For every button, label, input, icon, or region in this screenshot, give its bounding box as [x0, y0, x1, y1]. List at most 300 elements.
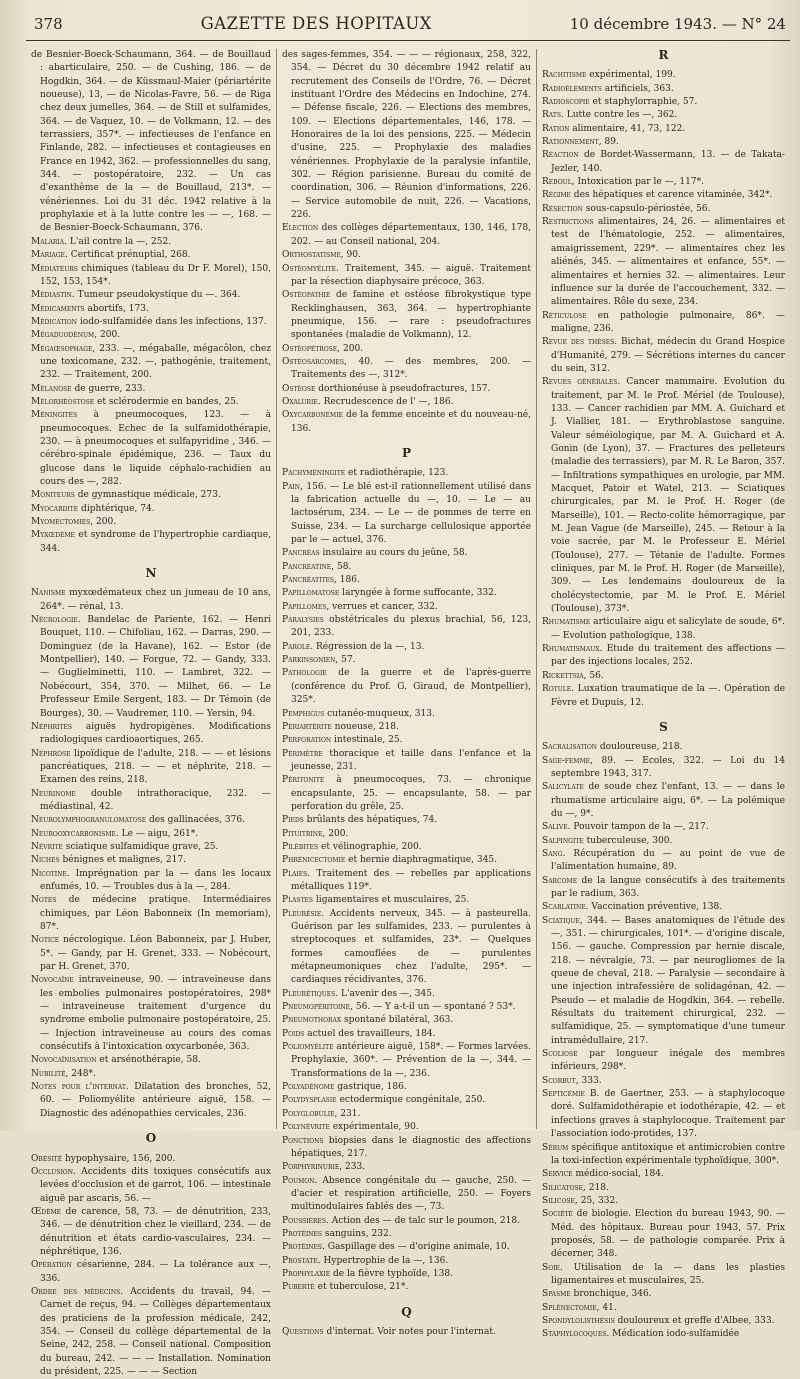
- index-entry: [542, 1075, 785, 1088]
- entry-heading: Spasme: [542, 1289, 571, 1300]
- entry-heading: Questions: [282, 1326, 324, 1337]
- entry-heading: Parole.: [282, 641, 314, 652]
- index-entry: [31, 814, 271, 827]
- entry-text: de médecine pratique. Intermédiaires chimiques, par Léon Babonneix (In memoriam), 87*.: [40, 895, 271, 932]
- entry-heading: Périmètre: [282, 748, 323, 759]
- entry-text: de la guerre et de l'après-guerre (conférence du Prof. G. Giraud, de Montpellier), 325*.: [291, 668, 531, 706]
- entry-heading: Résection: [542, 203, 583, 214]
- index-entry: [282, 222, 531, 249]
- entry-heading: Réticulose: [542, 310, 587, 321]
- index-entry: [31, 1206, 271, 1259]
- entry-heading: Pemphigus: [282, 708, 325, 719]
- index-entry: [282, 721, 531, 734]
- entry-heading: Poids: [282, 1028, 305, 1039]
- index-entry: [282, 1041, 531, 1081]
- index-entry: [542, 83, 785, 96]
- index-entry: [282, 614, 531, 641]
- entry-text: artificiels, 363.: [604, 83, 674, 94]
- index-entry: [282, 1014, 531, 1027]
- index-entry: [282, 356, 531, 383]
- entry-heading: Myxœdème: [31, 530, 75, 541]
- entry-text: 344. — Bases anatomiques de l'étude des —, 351. — chirurgicales, 101*. — d'origine discale, 156. — gauche. Compression par hernie discale, 218. — névralgie, 73. — par neurogliomes de la queue de cheval, 218. — Paralysie — secondaire à une injection intrafessière de solidagénan, 42. — Pseudo — et maladie de Hogdkin, 364. — rebelle. Résultats du traitement chirurgical, 232. — sulfamidique, 25. — symptomatique d'une tumeur intramédullaire, 217.: [551, 915, 785, 1046]
- entry-heading: Ostéopétrose,: [282, 343, 341, 354]
- index-column-1: [26, 49, 276, 1377]
- entry-text: 233. —, mégaballe, mégacôlon, chez une toxicomane, 232. —, pathogénie, traitement, 232. — Traitement, 200.: [40, 343, 271, 381]
- index-entry: [31, 854, 271, 867]
- index-entry: [542, 755, 785, 782]
- index-entry: [542, 123, 785, 136]
- index-entry: [542, 1288, 785, 1301]
- entry-text: des hépatiques et carence vitaminée, 342*.: [573, 190, 773, 201]
- index-entry: [542, 683, 785, 710]
- index-entry: [282, 481, 531, 548]
- entry-text: 200.: [342, 343, 364, 354]
- entry-heading: Scorbut,: [542, 1075, 579, 1086]
- index-entry: [31, 236, 271, 249]
- entry-text: douloureux et greffe d'Albee, 333.: [617, 1315, 775, 1326]
- index-entry: [31, 828, 271, 841]
- index-entry: [282, 263, 531, 290]
- entry-text: 333.: [581, 1075, 602, 1086]
- entry-text: brûlants des hépatiques, 74.: [306, 815, 438, 826]
- entry-heading: Spondylolisthésis: [542, 1315, 615, 1326]
- entry-heading: Pancréatine,: [282, 561, 335, 572]
- index-entry: [282, 1081, 531, 1094]
- entry-text: Récupération du — au point de vue de l'alimentation humaine, 89.: [551, 848, 785, 873]
- entry-text: L'avenir des —, 345.: [341, 988, 435, 999]
- entry-text: Luxation traumatique de la —. Opération de Fèvre et Dupuis, 12.: [551, 684, 785, 708]
- entry-heading: Ostéosarcomes,: [282, 356, 347, 367]
- index-entry: [542, 136, 785, 149]
- entry-heading: Médicaments: [31, 303, 85, 314]
- entry-text: 186.: [339, 575, 360, 586]
- entry-heading: Ordre des médecins.: [31, 1286, 124, 1297]
- entry-heading: Ostéose: [282, 383, 316, 394]
- entry-text: douloureuse, 218.: [599, 742, 683, 753]
- entry-text: Action des — de talc sur le poumon, 218.: [331, 1215, 521, 1226]
- index-entry: [31, 1286, 271, 1379]
- entry-heading: Pancréas: [282, 548, 320, 559]
- entry-text: Certificat prénuptial, 268.: [70, 250, 191, 261]
- index-entry: [542, 616, 785, 643]
- entry-text: ectodermique congénitale, 250.: [339, 1095, 486, 1106]
- index-entry: [542, 1088, 785, 1141]
- entry-text: Le — aigu, 261*.: [121, 828, 199, 839]
- entry-heading: Pleurétiques.: [282, 988, 339, 999]
- entry-heading: Pilébites: [282, 841, 319, 852]
- index-entry: [542, 109, 785, 122]
- entry-text: 89. — Ecoles, 322. — Loi du 14 septembre 1943, 317.: [551, 755, 785, 779]
- index-entry: [542, 69, 785, 82]
- entry-heading: Pneumopéritoine,: [282, 1002, 353, 1013]
- index-entry: [31, 289, 271, 302]
- entry-heading: Staphylocoques.: [542, 1329, 610, 1340]
- index-entry: [282, 854, 531, 867]
- index-entry: [542, 96, 785, 109]
- entry-heading: Pituitrine,: [282, 828, 326, 839]
- index-entry: [31, 1081, 271, 1121]
- entry-heading: Ration: [542, 123, 570, 134]
- entry-text: Traitement, 345. — aiguë. Traitement par la résection diaphysaire précoce, 363.: [291, 263, 531, 287]
- entry-heading: Réaction: [542, 150, 579, 161]
- entry-heading: Salpingite: [542, 835, 584, 846]
- index-entry: [31, 249, 271, 262]
- entry-text: et tuberculose, 21*.: [317, 1282, 409, 1293]
- entry-text: laryngée à forme suffocante, 332.: [342, 588, 497, 599]
- entry-heading: Neurolymphogranulomatose: [31, 815, 147, 826]
- entry-heading: Polynévrite: [282, 1122, 330, 1133]
- entry-text: à pneumocoques, 73. — chronique encapsulante, 25. — encapsulante, 58. — par perforation du grêle, 25.: [291, 775, 531, 812]
- entry-heading: Pneumothorax: [282, 1015, 342, 1026]
- entry-text: 89.: [604, 137, 619, 148]
- index-entry: [542, 1315, 785, 1328]
- entry-heading: Médiastin.: [31, 290, 75, 301]
- entry-heading: Poussières.: [282, 1215, 329, 1226]
- index-entry: [282, 249, 531, 262]
- index-entry: [542, 901, 785, 914]
- entry-text: des sages-femmes, 354. — — — régionaux, 258, 322, 354. — Décret du 30 décembre 1942 relatif au recrutement des Conseils de l'Ordre, 76. — Décret instituant l'Ordre des Médecins en Indochine, 274. — Défense fiscale, 226. — Elections des membres, 109. — Elections départementales, 146, 178. — Honoraires de la loi des pensions, 225. — Médecin d'usine, 225. — Prophylaxie des maladies vénériennes. Prophylaxie de la paralysie infantile, 302. — Région parisienne. Bureau du comité de coordination, 306. — Réunion d'informations, 226. — Service automobile de nuit, 226. — Vacations, 226.: [282, 50, 531, 221]
- entry-text: expérimentale, 90.: [332, 1122, 419, 1133]
- index-entry: [282, 1215, 531, 1228]
- index-entry: [31, 587, 271, 614]
- entry-text: expérimental, 199.: [589, 70, 676, 81]
- entry-heading: Sarcome: [542, 875, 578, 886]
- entry-text: spontané bilatéral, 363.: [344, 1015, 454, 1026]
- index-entry: [282, 1241, 531, 1254]
- entry-text: intraveineuse, 90. — intraveineuse dans les embolies pulmonaires postopératoires, 298* — intraveineuse traitement d'urgence du syndrome embolie pulmonaire postopératoire, 25. — Injection intraveineuse au cours des comas consécutifs à l'intoxication oxycarbonée, 363.: [40, 975, 271, 1053]
- index-entry: [282, 908, 531, 988]
- entry-text: Médication iodo-sulfamidée: [612, 1329, 740, 1340]
- entry-heading: Revues générales.: [542, 377, 621, 388]
- entry-heading: Myocardite: [31, 503, 79, 514]
- entry-text: aiguës hydropigènes. Modifications radiologiques cardioaortiques, 265.: [40, 721, 271, 746]
- entry-text: Bandelac de Pariente, 162. — Henri Bouquet, 110. — Chifoliau, 162. — Darras, 290. — Dominguez (de la Havane), 162. — Estor (de Montpellier), 140. — Forgue, 72. — Gandy, 333. — Guglielminetti, 110. — Lambret, 322. — Nobécourt, 354, 370. — Milhet, 66. — Le Professeur Emile Sergent, 183. — Dr Témoin (de Bourges), 30. — Vaudremer, 110. — Yersin, 94.: [40, 615, 271, 719]
- entry-heading: Régime: [542, 190, 571, 201]
- entry-heading: Sacralisation: [542, 742, 597, 753]
- entry-text: des collèges départementaux, 130, 146, 178, 202. — au Conseil national, 204.: [291, 223, 531, 247]
- index-entry: [282, 988, 531, 1001]
- entry-text: à pneumocoques, 123. — à pneumocoques. Echec de la sulfamidothérapie, 230. — à pneumocoques et sulfapyridine , 346. — cérébro-spinale épidémique, 236. — Taux du glucose dans le liquide céphalo-rachidien au cours des —, 282.: [40, 410, 271, 487]
- entry-heading: Rhumatismaux.: [542, 644, 603, 655]
- entry-heading: Salicylate: [542, 782, 584, 793]
- index-column-3: [536, 48, 790, 1340]
- entry-heading: Malaria.: [31, 236, 68, 247]
- index-entry: [31, 343, 271, 383]
- index-entry: [31, 396, 271, 409]
- entry-text: médico-social, 184.: [575, 1169, 664, 1180]
- index-entry: [542, 376, 785, 616]
- entry-text: 218.: [588, 1182, 609, 1193]
- index-entry: [282, 1121, 531, 1134]
- entry-text: nécrologique. Léon Babonneix, par J. Huber, 5*. — Gandy, par H. Grenet, 333. — Nobécourt, par H. Grenet, 370.: [40, 935, 271, 973]
- index-entry: [542, 670, 785, 683]
- index-entry: [31, 409, 271, 489]
- entry-text: dorthionéuse à pseudofractures, 157.: [318, 383, 491, 394]
- entry-text: intestinale, 25.: [334, 735, 403, 746]
- entry-heading: Opération: [31, 1260, 72, 1271]
- entry-text: d'internat. Voir notes pour l'internat.: [326, 1326, 496, 1337]
- entry-heading: Péritonite: [282, 775, 325, 786]
- entry-heading: Plaies.: [282, 868, 311, 879]
- entry-heading: Papillomatose: [282, 588, 340, 599]
- entry-heading: Papillomes,: [282, 601, 330, 612]
- entry-heading: Silicose,: [542, 1195, 578, 1206]
- index-entry: [31, 614, 271, 721]
- index-entry: [31, 934, 271, 974]
- entry-text: bronchique, 346.: [573, 1289, 652, 1300]
- entry-heading: Election: [282, 223, 319, 234]
- entry-heading: Novocaïne: [31, 975, 74, 986]
- entry-text: et staphylorraphie, 57.: [592, 97, 698, 108]
- entry-heading: Perforation: [282, 735, 332, 746]
- entry-heading: Silicatose,: [542, 1182, 586, 1193]
- entry-text: Intoxication par le —, 117*.: [577, 177, 705, 188]
- entry-heading: Ponctions: [282, 1135, 324, 1146]
- entry-text: 200.: [95, 517, 117, 528]
- entry-text: Traitement des — rebelles par applications métalliques 119*.: [291, 868, 531, 892]
- entry-text: de guerre, 233.: [74, 383, 146, 394]
- entry-text: biopsies dans le diagnostic des affections hépatiques, 217.: [291, 1135, 531, 1159]
- entry-heading: Revue des thèses.: [542, 337, 618, 348]
- entry-heading: Polyglobulie,: [282, 1108, 338, 1119]
- index-entry: [542, 875, 785, 902]
- entry-text: tuberculeuse, 300.: [586, 835, 673, 846]
- index-entry: [282, 654, 531, 667]
- entry-text: et hernie diaphragmatique, 345.: [348, 855, 498, 866]
- entry-heading: Ostéopathie: [282, 290, 331, 301]
- entry-heading: Périartérite: [282, 721, 332, 732]
- entry-text: thoracique et taille dans l'enfance et la jeunesse, 231.: [291, 748, 531, 772]
- index-entry: [542, 1168, 785, 1181]
- entry-text: obstétricales du plexus brachial, 56, 123, 201, 233.: [291, 615, 531, 639]
- entry-heading: Néphrites: [31, 721, 72, 732]
- entry-text: césarienne, 284. — La tolérance aux —, 336.: [40, 1260, 271, 1284]
- entry-text: myxœdémateux chez un jumeau de 10 ans, 264*. — rénal, 13.: [40, 588, 271, 612]
- index-column-2: [276, 49, 536, 1337]
- index-entry: [282, 748, 531, 775]
- entry-text: Pouvoir tampon de la —, 217.: [573, 822, 709, 833]
- entry-text: Imprégnation par la — dans les locaux enfumés, 10. — Troubles dus à la —, 284.: [40, 868, 271, 892]
- entry-heading: Porphyrinurie,: [282, 1162, 343, 1173]
- entry-heading: Neurooxycarbonisme.: [31, 828, 119, 839]
- entry-heading: Ostéomyélite.: [282, 263, 339, 274]
- entry-text: et vélinographie, 200.: [320, 841, 422, 852]
- entry-text: 56.: [589, 670, 604, 681]
- index-entry: [542, 643, 785, 670]
- index-entry: [542, 915, 785, 1048]
- entry-heading: Radioscopie: [542, 97, 590, 108]
- index-entry: [31, 49, 271, 236]
- index-entry: [31, 721, 271, 748]
- page-header: [26, 14, 790, 41]
- entry-heading: Sciatique,: [542, 915, 583, 926]
- index-entry: [282, 561, 531, 574]
- index-entry: [31, 383, 271, 396]
- index-entry: [542, 310, 785, 337]
- entry-text: spécifique antitoxique et antimicrobien contre la toxi-infection expérimentale typhoïdique, 300*.: [551, 1142, 785, 1166]
- entry-text: ligamentaires et musculaires, 25.: [315, 895, 470, 906]
- entry-text: Dilatation des bronches, 52, 60. — Poliomyélite antérieure aiguë, 158. — Diagnostic des adénopathies cervicales, 236.: [40, 1082, 271, 1119]
- entry-heading: Phrénicectomie: [282, 855, 346, 866]
- entry-text: 233.: [344, 1162, 366, 1173]
- index-entry: [282, 1094, 531, 1107]
- entry-text: Bichat, médecin du Grand Hospice d'Humanité, 279. — Sécrétions internes du cancer du sein, 312.: [551, 337, 785, 374]
- index-entry: [282, 1281, 531, 1294]
- index-entry: [542, 848, 785, 875]
- index-entry: [31, 263, 271, 290]
- entry-text: de Bordet-Wassermann, 13. — de Takata-Jezler, 140.: [551, 150, 785, 174]
- index-entry: [31, 1068, 271, 1081]
- entry-heading: Notes pour l'internat.: [31, 1082, 129, 1093]
- index-entry: [282, 1028, 531, 1041]
- entry-heading: Polydysplasie: [282, 1095, 337, 1106]
- entry-text: de biologie. Election du bureau 1943, 90. — Méd. des hôpitaux. Bureau pour 1943, 57. Prix proposés, 58. — de pathologie comparée. Prix à décerner, 348.: [551, 1209, 785, 1260]
- index-entry: [542, 835, 785, 848]
- entry-text: 248*.: [71, 1068, 96, 1079]
- entry-text: articulaire aigu et salicylate de soude, 6*. — Evolution pathologique, 138.: [551, 617, 785, 641]
- index-columns: [26, 48, 790, 1377]
- entry-text: bénignes et malignes, 217.: [62, 855, 186, 866]
- index-entry: [282, 587, 531, 600]
- entry-text: alimentaire, 41, 73, 122.: [572, 123, 686, 134]
- entry-text: Tumeur pseudokystique du —. 364.: [77, 290, 241, 301]
- entry-heading: Pancréatites,: [282, 575, 337, 586]
- index-entry: [282, 708, 531, 721]
- entry-text: actuel des travailleurs, 184.: [307, 1028, 436, 1039]
- entry-heading: Obésité: [31, 1153, 63, 1164]
- index-entry: [31, 868, 271, 895]
- index-entry: [282, 868, 531, 895]
- entry-heading: Pieds: [282, 815, 304, 826]
- index-entry: [282, 49, 531, 222]
- section-letter: Q: [401, 1304, 412, 1319]
- index-entry: [282, 1326, 531, 1339]
- entry-text: Utilisation de la — dans les plasties ligamentaires et musculaires, 25.: [551, 1262, 785, 1286]
- entry-heading: Neurinome: [31, 788, 76, 799]
- index-entry: [282, 894, 531, 907]
- index-entry: [282, 814, 531, 827]
- index-entry: [31, 516, 271, 529]
- entry-text: noueuse, 218.: [334, 721, 399, 732]
- entry-text: Lutte contre les —, 362.: [566, 110, 678, 121]
- index-entry: [282, 1161, 531, 1174]
- entry-heading: Rachitisme: [542, 70, 587, 81]
- entry-heading: Œdème: [31, 1206, 62, 1217]
- entry-heading: Sérum: [542, 1142, 569, 1153]
- entry-heading: Myomectomies,: [31, 517, 94, 528]
- entry-heading: Prostate.: [282, 1255, 321, 1266]
- entry-text: Cancer mammaire. Evolution du traitement, par M. le Prof. Mériel (de Toulouse), 133. — Cancer rachidien par MM. A. Guichard et J. Viallier, 181. — Erythroblastose sanguine. Valeur séméiologique, par M. A. Guichard et A. Gonin (de Lyon), 37. — Fractures des pelleteurs (maladie des terrassiers), par M. R. Le Baron, 357. — Infiltrations sympathiques en urologie, par MM. Macquet, Patoir et Watel, 213. — Sciatiques chirurgicales, par M. le Prof. H. Roger (de Marseille), 101. — Recto-colite hémorragique, par M. Jean Vague (de Marseille), 245. — Retour à la voie sacrée, par M. le Professeur E. Mériel (Toulouse), 277. — Tétanie de l'adulte. Formes cliniques, par M. le Prof. H. Roger (de Marseille), 309. — Les lendemains douloureux de la cholécystectomie, par M. le Prof. E. Mériel (Toulouse), 373*.: [551, 377, 785, 615]
- index-entry: [282, 828, 531, 841]
- index-entry: [31, 1166, 271, 1206]
- entry-heading: Mélorhéostose: [31, 396, 95, 407]
- index-entry: [31, 788, 271, 815]
- index-entry: [282, 467, 531, 480]
- entry-text: 156. — Le blé est-il rationnellement utilisé dans la fabrication actuelle du —, 10. — Le — au lactosérum, 234. — Le — de pommes de terre en Suisse, 234. — La surcharge cellulosique apportée par le — actuel, 376.: [291, 481, 531, 546]
- index-entry: [31, 748, 271, 788]
- index-entry: [282, 383, 531, 396]
- entry-heading: Mariage.: [31, 250, 68, 261]
- entry-text: L'ail contre la —, 252.: [69, 236, 172, 247]
- entry-heading: Oxalurie.: [282, 396, 321, 407]
- entry-text: verrues et cancer, 332.: [332, 601, 438, 612]
- issue-date: 10 décembre 1943. — N° 24: [569, 15, 786, 33]
- entry-heading: Septicémie: [542, 1089, 585, 1100]
- entry-heading: Scarlatine.: [542, 902, 589, 913]
- index-entry: [542, 1208, 785, 1261]
- entry-text: Accidents nerveux, 345. — à pasteurella. Guérison par les sulfamides, 233. — purulentes à streptocoques et sulfamides, 23*. — Quelques formes camouflées de — purulentes métapneumoniques chez l'adulte, 295*. — cardiaques récidivantes, 376.: [291, 908, 531, 986]
- index-entry: [31, 503, 271, 516]
- entry-heading: Oxycarbonémie: [282, 410, 343, 421]
- entry-text: double intrathoracique, 232. — médiastinal, 42.: [40, 788, 271, 812]
- index-entry: [542, 336, 785, 376]
- entry-heading: Mégaœsophage,: [31, 343, 96, 354]
- section-letter: O: [145, 1131, 157, 1146]
- entry-heading: Protéines.: [282, 1242, 325, 1253]
- entry-text: de la fièvre typhoïde, 138.: [332, 1268, 453, 1279]
- entry-text: de soude chez l'enfant, 13. — — dans le rhumatisme articulaire aigu, 6*. — La polémique du —, 9*.: [551, 782, 785, 819]
- index-entry: [542, 1142, 785, 1169]
- index-entry: [282, 641, 531, 654]
- entry-heading: Mélanose: [31, 383, 72, 394]
- index-entry: [31, 1153, 271, 1166]
- entry-text: gastrique, 186.: [337, 1082, 407, 1093]
- index-entry: [31, 841, 271, 854]
- entry-heading: Niches: [31, 855, 60, 866]
- entry-text: et radiothérapie, 123.: [348, 468, 449, 479]
- entry-text: sciatique sulfamidique grave, 25.: [65, 841, 219, 852]
- index-entry: [282, 343, 531, 356]
- entry-heading: Mégaduodénum,: [31, 330, 98, 341]
- entry-text: par longueur inégale des membres inférieurs, 298*.: [551, 1049, 785, 1073]
- entry-heading: Nubilité,: [31, 1068, 69, 1079]
- entry-heading: Pachyméningite: [282, 468, 346, 479]
- entry-heading: Parkinsonien,: [282, 655, 339, 666]
- entry-text: 57.: [341, 655, 356, 666]
- entry-heading: Rationnement,: [542, 137, 602, 148]
- index-entry: [542, 1302, 785, 1315]
- entry-heading: Névrite: [31, 841, 63, 852]
- entry-heading: Pathologie: [282, 668, 327, 679]
- entry-text: en pathologie pulmonaire, 86*. — maligne, 236.: [551, 310, 785, 334]
- entry-text: et sclérodermie en bandes, 25.: [97, 396, 239, 407]
- entry-text: de famine et ostéose fibrokystique type Recklinghausen, 363, 364. — hypertrophiante pneumique, 156. — rare : pseudofractures spontanées (maladie de Volkmann), 12.: [291, 290, 531, 341]
- entry-text: B. de Gaertner, 253. — à staphylocoque doré. Sulfamidothérapie et iodothérapie, 42. — et infections graves à staphylocoque. Traitement par l'association iodo-protides, 137.: [551, 1089, 785, 1140]
- entry-text: Gaspillage des — d'origine animale, 10.: [327, 1242, 510, 1253]
- index-entry: [31, 316, 271, 329]
- index-entry: [282, 667, 531, 707]
- index-entry: [282, 601, 531, 614]
- index-entry: [542, 1048, 785, 1075]
- entry-heading: Poumon.: [282, 1175, 318, 1186]
- entry-text: antérieure aiguë, 158*. — Formes larvées. Prophylaxie, 360*. — Prévention de la —, 344. — Transformations de la —, 236.: [291, 1042, 531, 1079]
- entry-text: Accidents dits toxiques consécutifs aux levées d'occlusion et de garrot, 106. — intestinale aiguë par ascaris, 56. —: [40, 1166, 271, 1204]
- entry-text: lipoïdique de l'adulte, 218. — — et lésions pancréatiques, 218. — — et néphrite, 218. — Examen des reins, 218.: [40, 748, 271, 786]
- entry-text: de carence, 58, 73. — de dénutrition, 233, 346. — de dénutrition chez le vieillard, 234. — de dénutrition et états cardio-vasculaires, 234. — néphrétique, 136.: [40, 1206, 271, 1257]
- entry-text: 25, 332.: [580, 1195, 619, 1206]
- entry-text: sous-capsulo-périostée, 56.: [585, 203, 711, 214]
- entry-heading: Poliomyélite: [282, 1042, 334, 1053]
- entry-text: 231.: [340, 1108, 361, 1119]
- entry-heading: Orthostatisme,: [282, 250, 344, 261]
- entry-heading: Puberté: [282, 1282, 315, 1293]
- index-entry: [282, 841, 531, 854]
- entry-text: chimiques (tableau du Dr F. Morel), 150, 152, 153, 154*.: [40, 263, 271, 287]
- index-entry: [282, 409, 531, 436]
- entry-heading: Sage-femme,: [542, 755, 593, 766]
- entry-heading: Rotule.: [542, 684, 575, 695]
- index-entry: [282, 289, 531, 342]
